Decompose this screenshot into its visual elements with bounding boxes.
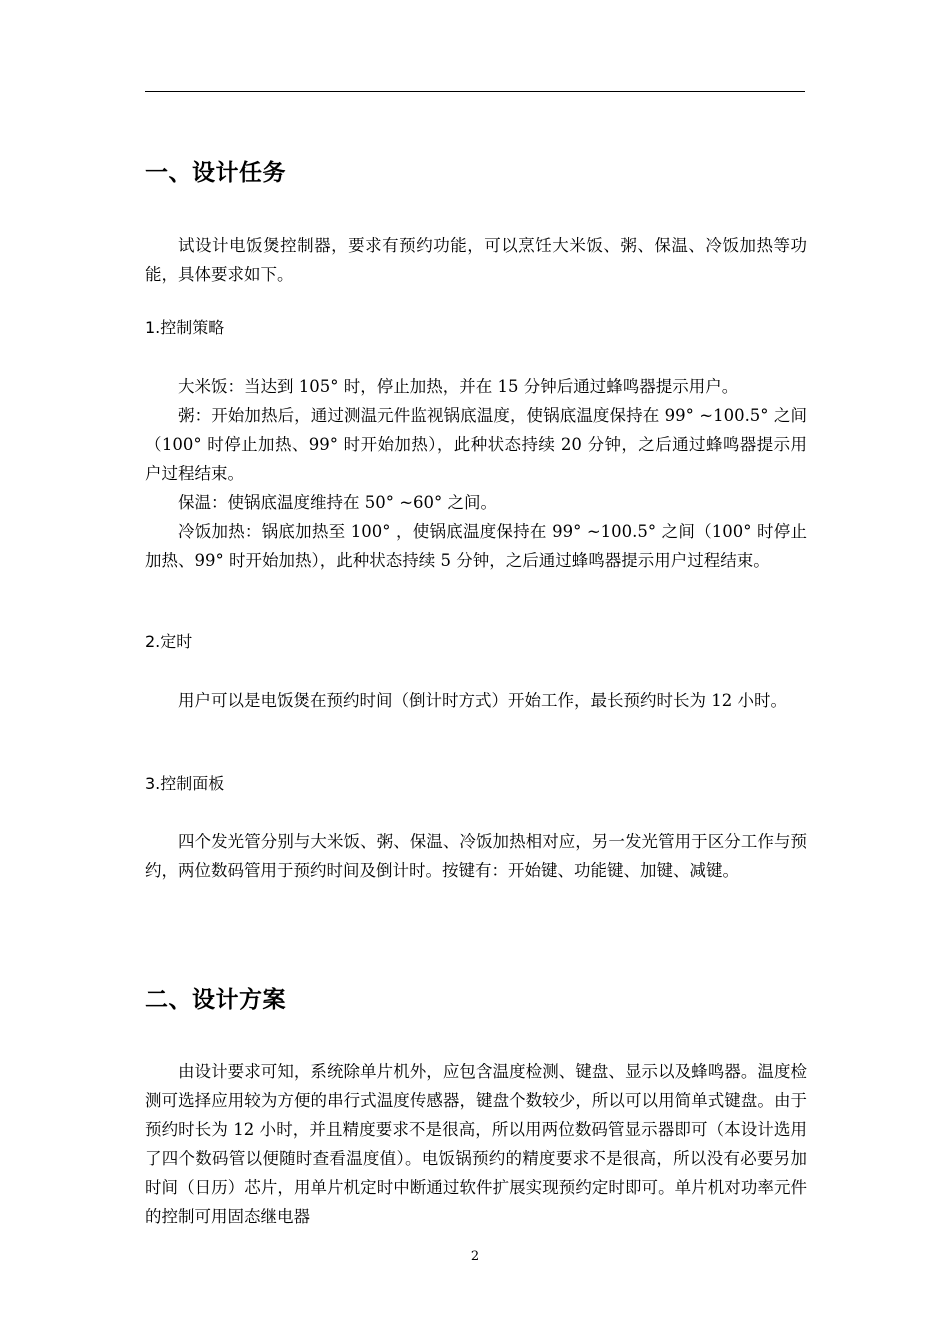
section2-heading: 二、设计方案 [145, 987, 286, 1013]
keep-warm-paragraph: 保温：使锅底温度维持在 50° ~60° 之间。 [178, 493, 498, 512]
subsection1-heading: 1.控制策略 [145, 318, 225, 337]
design-scheme-paragraph: 由设计要求可知，系统除单片机外，应包含温度检测、键盘、显示以及蜂鸣器。温度检测可选择应用较为方便的串行式温度传感器，键盘个数较少，所以可以用简单式键盘。由于预约时长为 12 小时，并且精度要求不是很高，所以用两位数码管显示器即可（本设计选用了四个数码管以便随时查看温度值）。电饭锅预约的精度要求不是很高，所以没有必要另加时间（日历）芯片，用单片机定时中断通过软件扩展实现预约定时即可。单片机对功率元件的控制可用固态继电器 [145, 1062, 807, 1226]
timer-paragraph: 用户可以是电饭煲在预约时间（倒计时方式）开始工作，最长预约时长为 12 小时。 [178, 691, 787, 710]
intro-paragraph: 试设计电饭煲控制器，要求有预约功能，可以烹饪大米饭、粥、保温、冷饭加热等功能，具体要求如下。 [145, 236, 807, 284]
timer-body [145, 686, 807, 715]
page-number: 2 [470, 1249, 480, 1264]
reheat-paragraph: 冷饭加热：锅底加热至 100° ，使锅底温度保持在 99° ~100.5° 之间（100° 时停止加热、99° 时开始加热），此种状态持续 5 分钟，之后通过蜂鸣器提示用户过程结束。 [145, 522, 807, 570]
control-panel-paragraph: 四个发光管分别与大米饭、粥、保温、冷饭加热相对应，另一发光管用于区分工作与预约，两位数码管用于预约时间及倒计时。按键有：开始键、功能键、加键、减键。 [145, 832, 807, 880]
section2-body [145, 1057, 807, 1231]
section1-intro [145, 231, 807, 289]
control-panel-body [145, 827, 807, 885]
subsection3-heading: 3.控制面板 [145, 774, 225, 793]
porridge-paragraph: 粥：开始加热后，通过测温元件监视锅底温度，使锅底温度保持在 99° ~100.5° 之间（100° 时停止加热、99° 时开始加热），此种状态持续 20 分钟，之后通过蜂鸣器提示用户过程结束。 [145, 406, 807, 483]
control-strategy-body [145, 372, 807, 575]
subsection2-heading: 2.定时 [145, 632, 193, 651]
rice-paragraph: 大米饭：当达到 105° 时，停止加热，并在 15 分钟后通过蜂鸣器提示用户。 [178, 377, 739, 396]
header-rule [145, 91, 805, 92]
section1-heading: 一、设计任务 [145, 160, 286, 186]
